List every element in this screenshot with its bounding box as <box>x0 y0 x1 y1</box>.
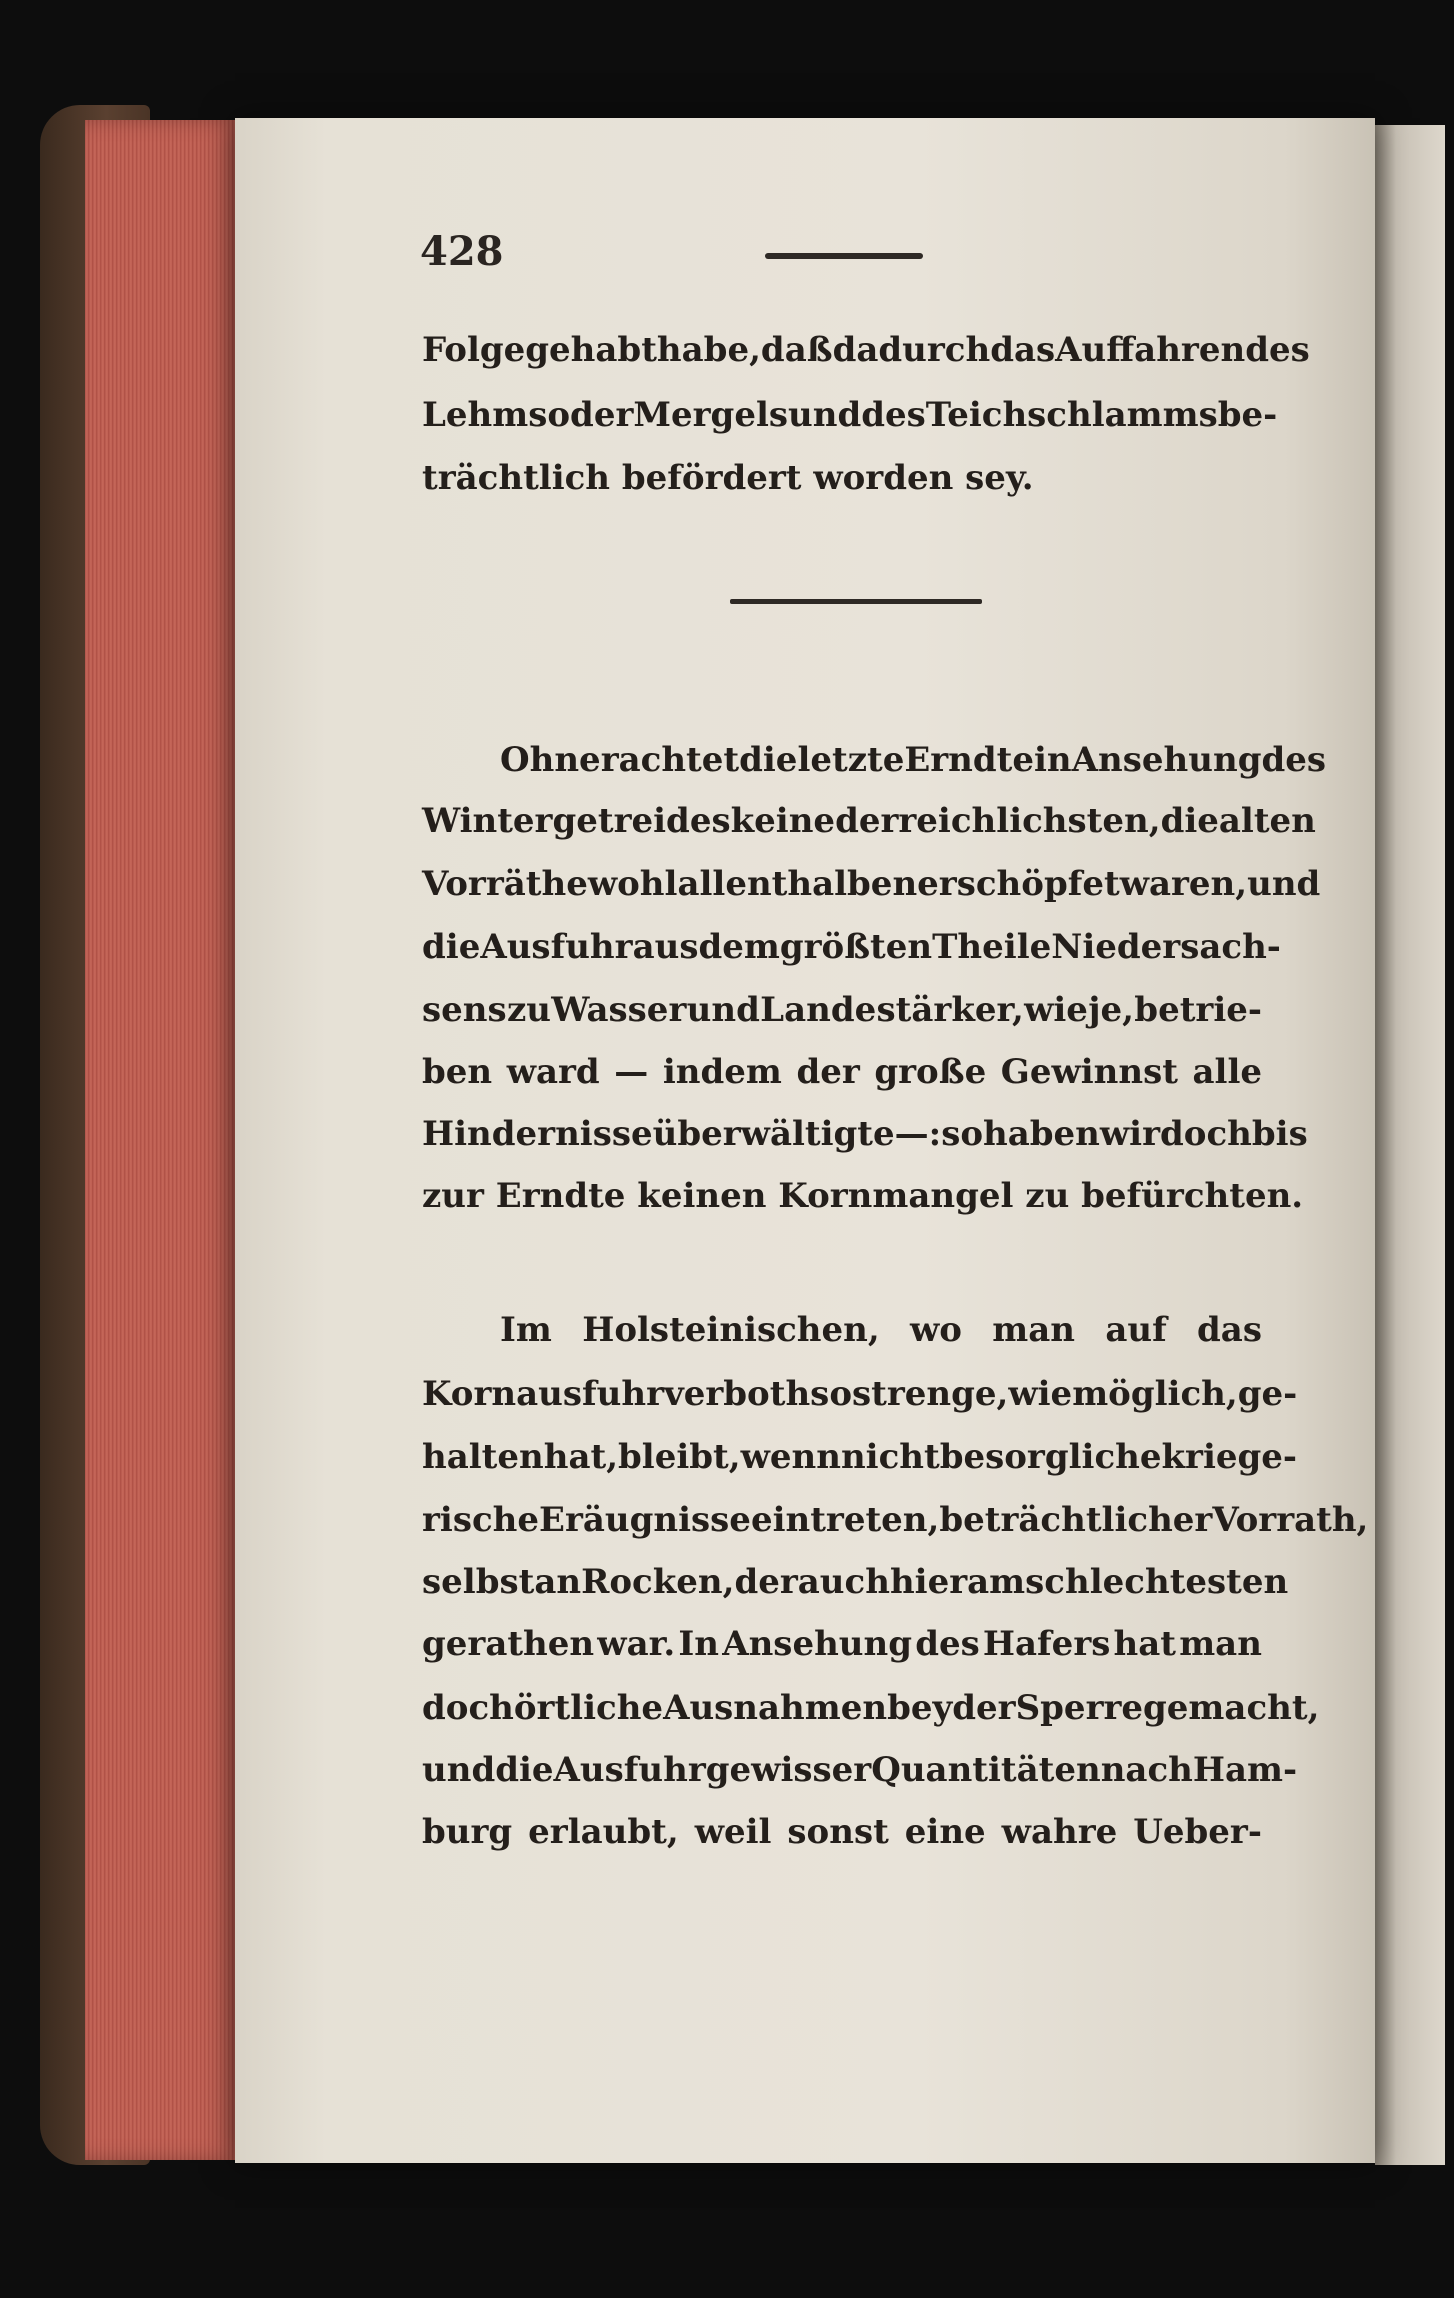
word: alten <box>1218 801 1316 841</box>
text-line <box>422 1562 1289 1602</box>
word: Ohnerachtet <box>500 740 740 780</box>
word: Ueber- <box>1133 1812 1262 1852</box>
word: Niedersach- <box>1051 927 1281 967</box>
word: Vorrath, <box>1212 1500 1369 1540</box>
word: und <box>1247 864 1321 904</box>
word: haben <box>983 1114 1100 1154</box>
word: indem <box>662 1052 782 1092</box>
word: ge- <box>1237 1374 1298 1414</box>
text-line <box>422 1500 1369 1540</box>
word: kriege- <box>1161 1437 1298 1477</box>
word: ben <box>422 1052 493 1092</box>
word: Eräugnisse <box>539 1500 751 1540</box>
word: Theile <box>932 927 1052 967</box>
word: je, <box>1088 990 1134 1030</box>
word: wahre <box>1001 1812 1118 1852</box>
word: oder <box>547 395 634 435</box>
word: hat <box>1113 1624 1177 1664</box>
word: dem <box>698 927 780 967</box>
word: — <box>614 1052 649 1092</box>
word: die <box>495 1750 554 1790</box>
word: Rocken, <box>581 1562 735 1602</box>
text-line: trächtlich befördert worden sey. <box>422 458 1034 498</box>
word: und <box>686 990 760 1030</box>
page-edges <box>85 120 245 2160</box>
word: des <box>915 1624 980 1664</box>
word: bey <box>887 1688 953 1728</box>
word: nicht <box>840 1437 940 1477</box>
word: wo <box>910 1310 962 1350</box>
word: Ansehung <box>1071 740 1262 780</box>
text-line <box>422 1624 1262 1664</box>
page-number: 428 <box>420 228 504 275</box>
word: bleibt, <box>618 1437 741 1477</box>
word: gerathen <box>422 1624 595 1664</box>
word: Wintergetreides <box>422 801 731 841</box>
text-line <box>422 1052 1262 1092</box>
word: der <box>796 1052 860 1092</box>
word: doch <box>1160 1114 1252 1154</box>
word: große <box>874 1052 987 1092</box>
word: nach <box>1100 1750 1193 1790</box>
word: Vorräthe <box>422 864 588 904</box>
word: habe, <box>656 330 761 370</box>
word: halten <box>422 1437 544 1477</box>
word: des <box>1245 330 1310 370</box>
word: sonst <box>787 1812 889 1852</box>
word: Lande <box>760 990 877 1030</box>
word: erschöpfet <box>917 864 1120 904</box>
word: größten <box>779 927 933 967</box>
word: Ham- <box>1192 1750 1298 1790</box>
word: schlechtesten <box>1025 1562 1289 1602</box>
word: gemacht, <box>1143 1688 1320 1728</box>
word: auch <box>797 1562 890 1602</box>
text-line: zur Erndte keinen Kornmangel zu befürchten. <box>422 1176 1304 1216</box>
text-line <box>422 1114 1308 1154</box>
word: wie <box>1008 1374 1073 1414</box>
text-line <box>422 395 1278 435</box>
word: Ausfuhr <box>553 1750 706 1790</box>
word: Erndte <box>904 740 1035 780</box>
word: Im <box>500 1310 552 1350</box>
word: Quantitäten <box>871 1750 1101 1790</box>
word: waren, <box>1119 864 1248 904</box>
word: rische <box>422 1500 540 1540</box>
word: möglich, <box>1072 1374 1238 1414</box>
word: Mergels <box>633 395 789 435</box>
header-rule <box>765 253 923 259</box>
word: Gewinnst <box>1000 1052 1178 1092</box>
word: und <box>788 395 862 435</box>
word: eintreten, <box>750 1500 940 1540</box>
word: allenthalben <box>677 864 918 904</box>
word: weil <box>694 1812 772 1852</box>
text-line <box>422 990 1262 1030</box>
text-line <box>422 1750 1298 1790</box>
word: so <box>941 1114 984 1154</box>
word: am <box>967 1562 1026 1602</box>
word: reichlichsten, <box>898 801 1161 841</box>
word: das <box>990 330 1056 370</box>
word: alle <box>1192 1052 1262 1092</box>
word: erlaubt, <box>528 1812 679 1852</box>
word: gehabt <box>525 330 657 370</box>
word: beträchtlicher <box>939 1500 1213 1540</box>
text-line <box>500 740 1327 780</box>
text-line <box>500 1310 1262 1350</box>
word: hier <box>889 1562 968 1602</box>
word: der <box>734 1562 798 1602</box>
word: —: <box>894 1114 942 1154</box>
word: wohl <box>587 864 678 904</box>
section-divider <box>730 599 982 604</box>
word: keine <box>730 801 836 841</box>
word: gewisser <box>705 1750 872 1790</box>
word: des <box>1261 740 1327 780</box>
word: und <box>422 1750 496 1790</box>
word: dadurch <box>832 330 991 370</box>
word: die <box>739 740 798 780</box>
word: so <box>810 1374 852 1414</box>
facing-page-edge <box>1375 125 1445 2165</box>
word: Folge <box>422 330 526 370</box>
word: wie <box>1024 990 1088 1030</box>
word: die <box>1160 801 1219 841</box>
word: Ansehung <box>722 1624 913 1664</box>
word: Holsteinischen, <box>582 1310 880 1350</box>
word: letzte <box>797 740 905 780</box>
word: örtliche <box>513 1688 664 1728</box>
word: hat, <box>543 1437 619 1477</box>
word: ward <box>506 1052 600 1092</box>
word: Sperre <box>1015 1688 1144 1728</box>
word: burg <box>422 1812 513 1852</box>
word: Hindernisse <box>422 1114 653 1154</box>
word: Hafers <box>982 1624 1111 1664</box>
word: wir <box>1099 1114 1160 1154</box>
word: an <box>534 1562 582 1602</box>
text-line <box>422 330 1310 370</box>
text-line <box>422 1812 1262 1852</box>
word: selbst <box>422 1562 535 1602</box>
word: das <box>1197 1310 1262 1350</box>
word: die <box>422 927 481 967</box>
word: zu <box>506 990 551 1030</box>
word: Wasser <box>551 990 687 1030</box>
word: war. <box>597 1624 676 1664</box>
word: Lehms <box>422 395 548 435</box>
word: be- <box>1217 395 1278 435</box>
word: betrie- <box>1134 990 1262 1030</box>
word: wenn <box>740 1437 841 1477</box>
text-line <box>422 1437 1298 1477</box>
word: man <box>1179 1624 1262 1664</box>
text-line <box>422 864 1321 904</box>
text-line <box>422 1374 1298 1414</box>
word: überwältigte <box>652 1114 895 1154</box>
word: Ausnahmen <box>663 1688 888 1728</box>
word: daß <box>760 330 833 370</box>
word: Ausfuhr <box>480 927 633 967</box>
word: stärker, <box>876 990 1024 1030</box>
word: besorgliche <box>939 1437 1162 1477</box>
word: doch <box>422 1688 514 1728</box>
word: in <box>1034 740 1072 780</box>
text-line <box>422 801 1316 841</box>
word: des <box>861 395 926 435</box>
word: strenge, <box>852 1374 1009 1414</box>
word: bis <box>1251 1114 1308 1154</box>
word: Teichschlamms <box>925 395 1218 435</box>
word: man <box>992 1310 1076 1350</box>
word: auf <box>1105 1310 1167 1350</box>
word: Auffahren <box>1055 330 1246 370</box>
word: In <box>678 1624 720 1664</box>
word: Kornausfuhrverboth <box>422 1374 811 1414</box>
word: eine <box>904 1812 986 1852</box>
word: aus <box>632 927 699 967</box>
word: der <box>835 801 899 841</box>
word: der <box>952 1688 1016 1728</box>
text-line <box>422 927 1281 967</box>
text-line <box>422 1688 1320 1728</box>
word: sens <box>422 990 507 1030</box>
